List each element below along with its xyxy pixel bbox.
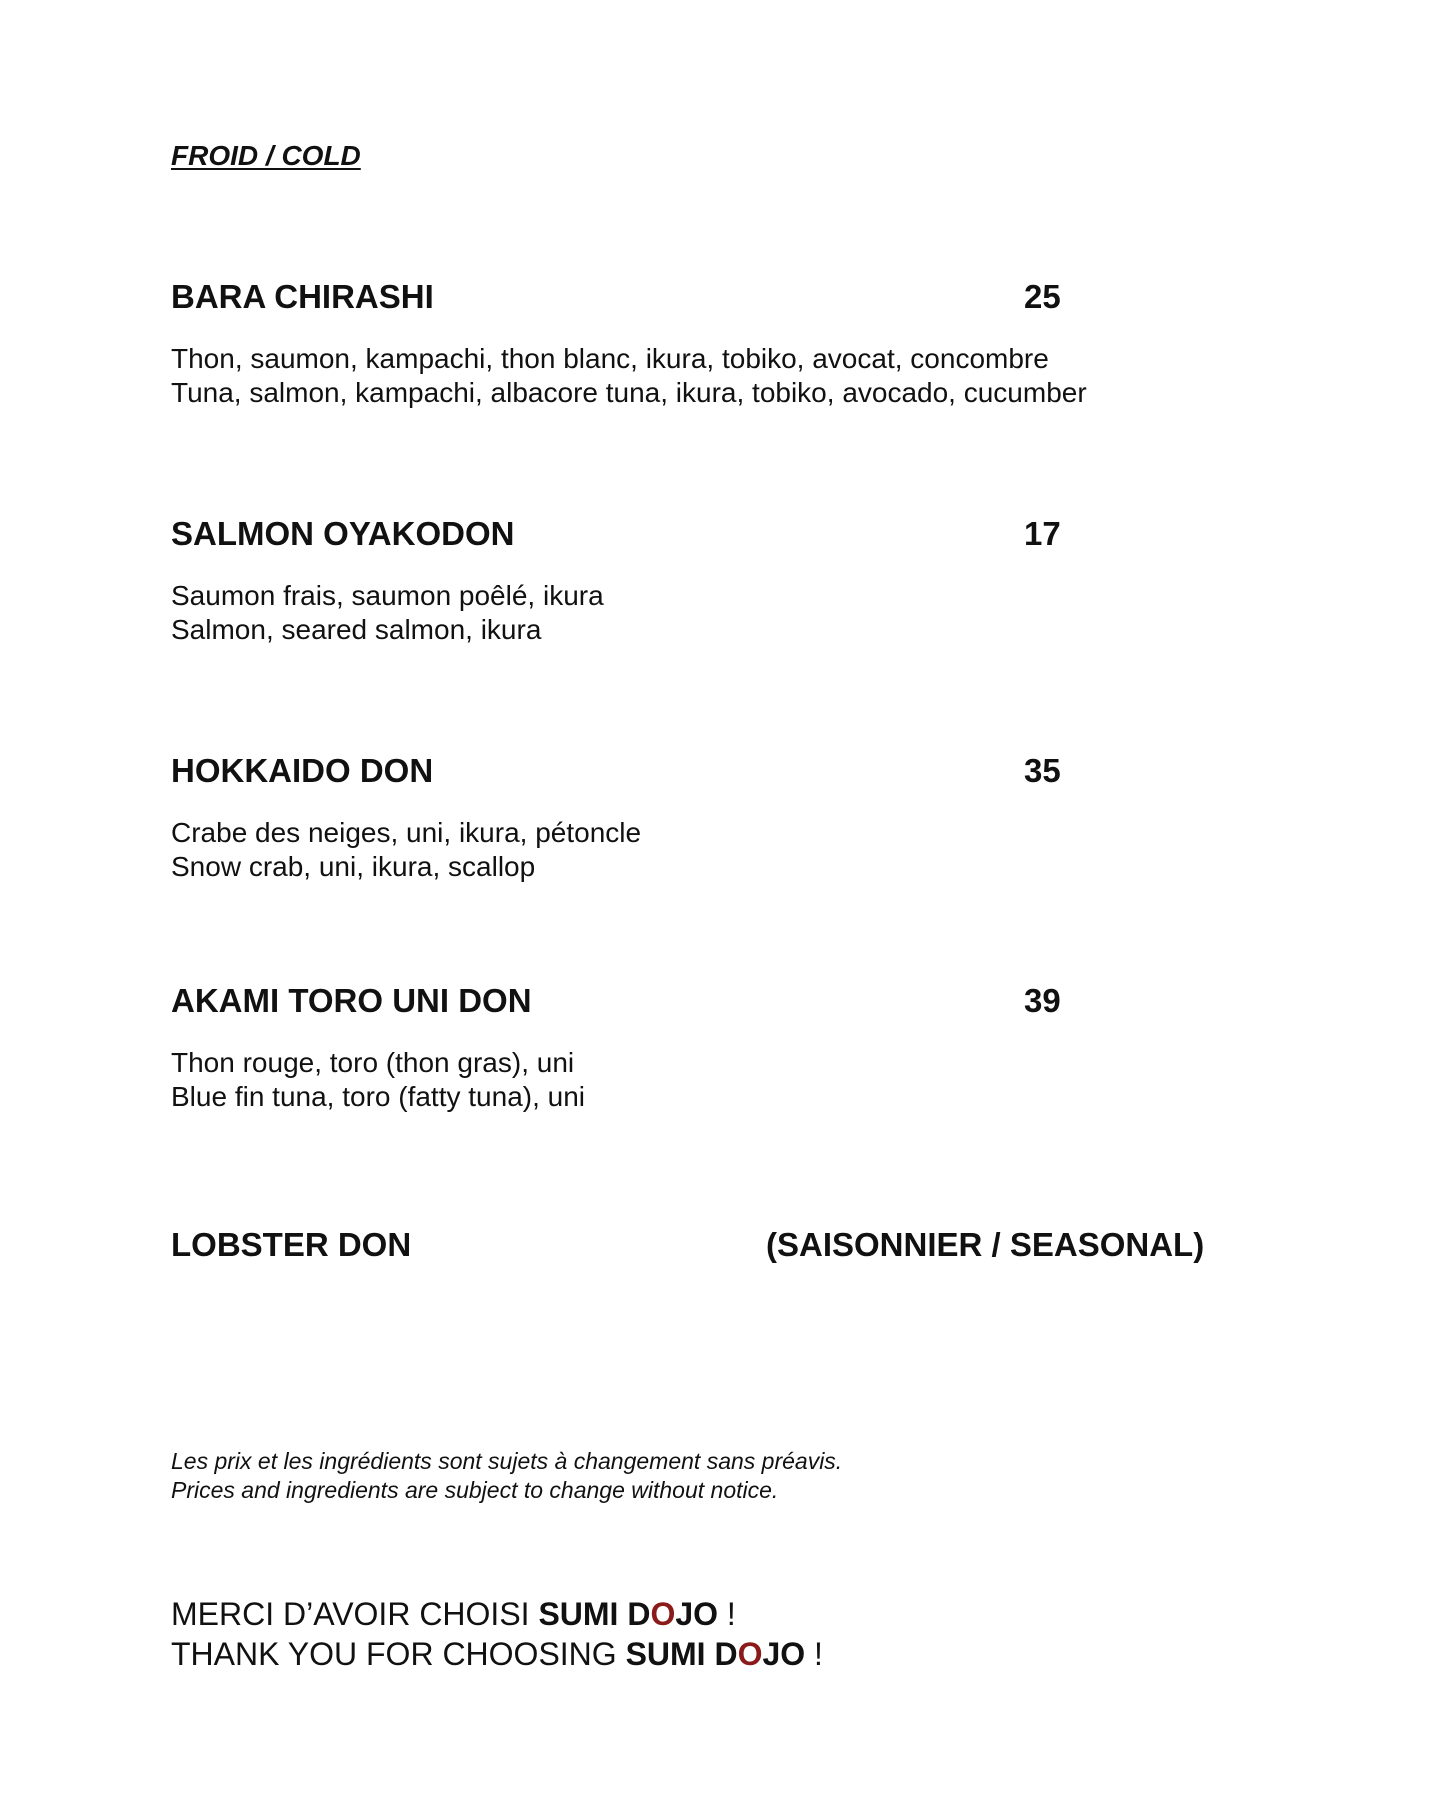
item-description-en: Blue fin tuna, toro (fatty tuna), uni	[171, 1081, 586, 1112]
thank-you-fr	[171, 1594, 823, 1634]
item-price: 17	[1024, 515, 1061, 552]
item-description	[171, 1046, 585, 1114]
thank-you-suffix: !	[718, 1596, 736, 1632]
thank-you-en-text: THANK YOU FOR CHOOSING	[171, 1636, 626, 1672]
brand-name-part1: SUMI D	[538, 1596, 651, 1632]
item-description-fr: Thon, saumon, kampachi, thon blanc, ikura, tobiko, avocat, concombre	[171, 343, 1049, 374]
brand-name-accent-o: O	[737, 1636, 763, 1672]
item-description-en: Salmon, seared salmon, ikura	[171, 614, 542, 645]
item-name: LOBSTER DON	[171, 1226, 412, 1263]
brand-name-part1: SUMI D	[625, 1636, 738, 1672]
brand-name-part2: JO	[762, 1636, 806, 1672]
brand-name-part2: JO	[675, 1596, 719, 1632]
thank-you-fr-text: MERCI D’AVOIR CHOISI	[171, 1596, 539, 1632]
price-notice-fr: Les prix et les ingrédients sont sujets à changement sans préavis.	[171, 1448, 843, 1474]
item-price-seasonal: (SAISONNIER / SEASONAL)	[766, 1226, 1205, 1263]
item-description-en: Snow crab, uni, ikura, scallop	[171, 851, 536, 882]
thank-you-suffix: !	[805, 1636, 823, 1672]
section-title: FROID / COLD	[171, 140, 361, 171]
price-notice-en: Prices and ingredients are subject to change without notice.	[171, 1477, 779, 1503]
thank-you-message	[171, 1594, 823, 1674]
item-name: BARA CHIRASHI	[171, 278, 434, 315]
price-notice	[171, 1447, 842, 1505]
item-description	[171, 342, 1087, 410]
item-price: 39	[1024, 982, 1061, 1019]
item-name: HOKKAIDO DON	[171, 752, 434, 789]
item-name: SALMON OYAKODON	[171, 515, 515, 552]
item-price: 35	[1024, 752, 1061, 789]
item-description-en: Tuna, salmon, kampachi, albacore tuna, ikura, tobiko, avocado, cucumber	[171, 377, 1087, 408]
item-description	[171, 816, 641, 884]
brand-name-accent-o: O	[650, 1596, 676, 1632]
item-name: AKAMI TORO UNI DON	[171, 982, 532, 1019]
item-description	[171, 579, 604, 647]
thank-you-en	[171, 1634, 823, 1674]
item-price: 25	[1024, 278, 1061, 315]
item-description-fr: Thon rouge, toro (thon gras), uni	[171, 1047, 575, 1078]
item-description-fr: Crabe des neiges, uni, ikura, pétoncle	[171, 817, 642, 848]
item-description-fr: Saumon frais, saumon poêlé, ikura	[171, 580, 604, 611]
